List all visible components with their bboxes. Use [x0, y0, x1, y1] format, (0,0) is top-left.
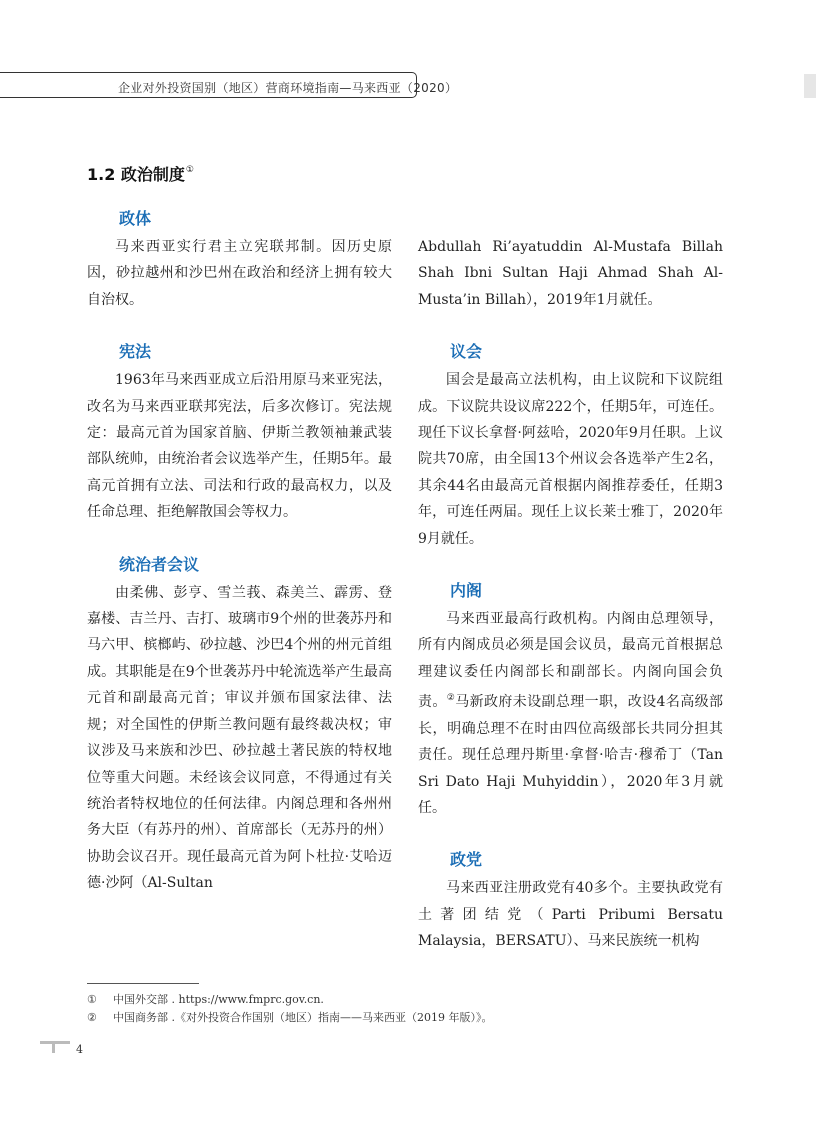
page-marker-tick — [52, 1044, 55, 1053]
paragraph-neige-part2: 马新政府未设副总理一职，改设4名高级部长，明确总理不在时由四位高级部长共同分担其责任。现任总理丹斯里·拿督·哈吉·穆希丁（Tan Sri Dato Haji Muhyiddin），2020年3月就任。 — [418, 694, 723, 816]
paragraph-xianfa: 1963年马来西亚成立后沿用原马来亚宪法，改名为马来西亚联邦宪法，后多次修订。宪法规定：最高元首为国家首脑、伊斯兰教领袖兼武装部队统帅，由统治者会议选举产生，任期5年。最高元首拥有立法、司法和行政的最高权力，以及任命总理、拒绝解散国会等权力。 — [87, 372, 392, 521]
paragraph-tongzhizhe: 由柔佛、彭亨、雪兰莪、森美兰、霹雳、登嘉楼、吉兰丹、吉打、玻璃市9个州的世袭苏丹和马六甲、槟榔屿、砂拉越、沙巴4个州的州元首组成。其职能是在9个世袭苏丹中轮流选举产生最高元首和副最高元首；审议并颁布国家法律、法规；对全国性的伊斯兰教问题有最终裁决权；审议涉及马来族和沙巴、砂拉越土著民族的特权地位等重大问题。未经该会议同意，不得通过有关统治者特权地位的任何法律。内阁总理和各州州务大臣（有苏丹的州）、首席部长（无苏丹的州）协助会议召开。现任最高元首为阿卜杜拉·艾哈迈德·沙阿（Al-Sultan — [87, 584, 392, 892]
subheading-neige: 内阁 — [450, 581, 483, 601]
block-xianfa — [87, 337, 392, 525]
block-neige — [418, 576, 723, 821]
footnote-2-text: 中国商务部 .《对外投资合作国别（地区）指南——马来西亚（2019 年版）》。 — [113, 1011, 493, 1024]
block-tongzhizhe — [87, 550, 392, 897]
block-yihui — [418, 337, 723, 552]
block-zhengti — [87, 204, 392, 313]
subheading-yihui: 议会 — [450, 342, 483, 362]
paragraph-neige-part1: 马来西亚最高行政机构。内阁由总理领导，所有内阁成员必须是国会议员，最高元首根据总理建议委任内阁部长和副部长。内阁向国会负责。 — [418, 611, 723, 711]
footnote-1-text: 中国外交部 . https://www.fmprc.gov.cn. — [113, 993, 324, 1006]
subheading-zhengti: 政体 — [119, 209, 152, 228]
page-edge-tab — [804, 74, 816, 98]
right-column — [418, 204, 723, 955]
footnote-divider — [87, 983, 199, 984]
subheading-tongzhizhe: 统治者会议 — [119, 554, 200, 574]
footnote-ref-2[interactable]: ② — [446, 693, 456, 704]
footnote-ref-1[interactable]: ① — [185, 165, 194, 175]
footnote-2 — [87, 1009, 492, 1025]
running-header-title: 企业对外投资国别（地区）营商环境指南—马来西亚（2020） — [118, 81, 458, 95]
page-number: 4 — [76, 1043, 83, 1056]
footnote-1 — [87, 991, 324, 1007]
block-zhengdang — [418, 845, 723, 954]
paragraph-zhengdang: 马来西亚注册政党有40多个。主要执政党有土著团结党（Parti Pribumi Bersatu Malaysia，BERSATU）、马来民族统一机构 — [418, 880, 723, 950]
paragraph-continuation: Abdullah Ri’ayatuddin Al-Mustafa Billah Shah Ibni Sultan Haji Ahmad Shah Al-Musta’in Billah），2019年1月就任。 — [418, 239, 723, 308]
page-marker-bar — [40, 1041, 70, 1044]
section-title — [87, 162, 194, 185]
footnote-1-marker: ① — [87, 993, 97, 1006]
paragraph-neige — [418, 606, 723, 821]
paragraph-yihui: 国会是最高立法机构，由上议院和下议院组成。下议院共设议席222个，任期5年，可连任。现任下议长拿督·阿兹哈，2020年9月任职。上议院共70席，由全国13个州议会各选举产生2名，其余44名由最高元首根据内阁推荐委任，任期3年，可连任两届。现任上议长莱士雅丁，2020年9月就任。 — [418, 372, 723, 547]
subheading-zhengdang: 政党 — [450, 850, 483, 870]
paragraph-zhengti: 马来西亚实行君主立宪联邦制。因历史原因，砂拉越州和沙巴州在政治和经济上拥有较大自治权。 — [87, 239, 392, 308]
section-title-text: 1.2 政治制度 — [87, 165, 185, 184]
footnote-2-marker: ② — [87, 1011, 97, 1024]
left-column — [87, 204, 392, 897]
subheading-xianfa: 宪法 — [119, 342, 152, 362]
